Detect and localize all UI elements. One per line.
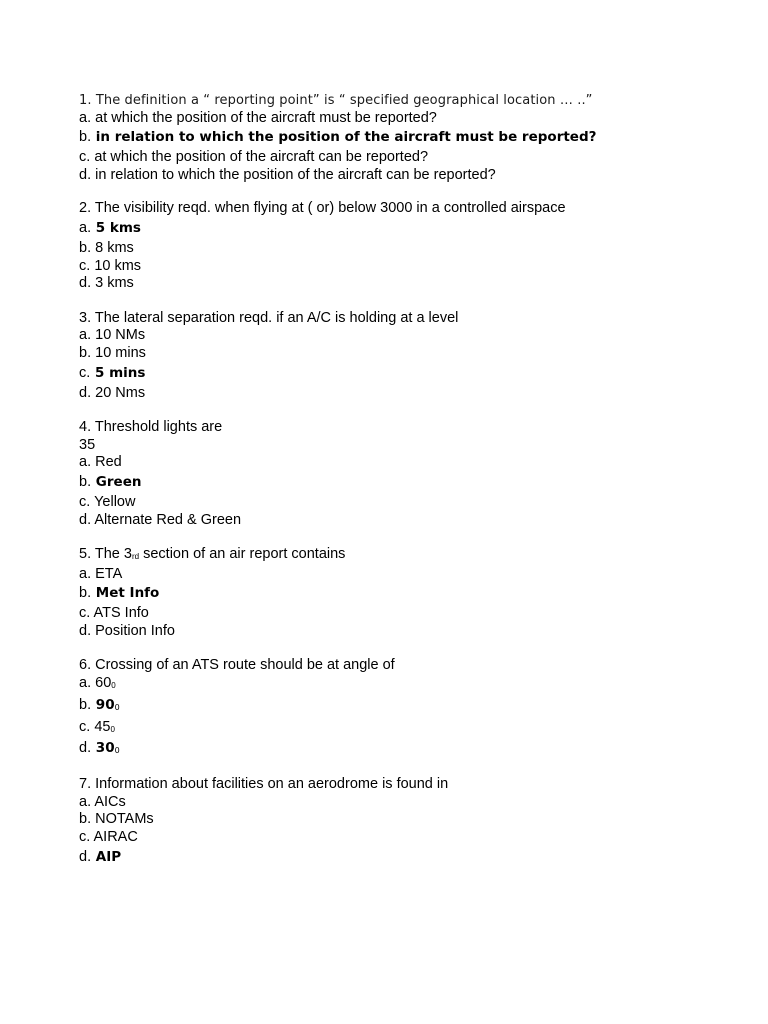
question-2 [79,200,739,292]
question-stem: 2. The visibility reqd. when flying at ( or) below 3000 in a controlled airspace [79,200,566,217]
option-prefix: d. [79,622,92,639]
option-a [79,454,739,472]
option-prefix: b. [79,473,92,490]
stem-text-after: section of an air report contains [139,546,346,563]
option-prefix: d. [79,740,92,757]
option-prefix: c. [79,257,91,274]
option-prefix: a. [79,219,92,236]
option-text: at which the position of the aircraft must be reported? [95,109,437,126]
option-text: 10 NMs [95,327,146,344]
option-c [79,829,739,847]
degree-subscript: 0 [114,702,120,712]
degree-subscript: 0 [110,724,115,734]
option-c [79,605,739,623]
option-text: 45 [94,718,111,735]
option-text: AIRAC [93,829,138,846]
option-a [79,675,739,695]
option-prefix: a. [79,454,92,471]
option-b [79,345,739,363]
option-text: Green [95,473,142,490]
option-text: AICs [94,793,126,810]
option-text: 8 kms [95,239,134,256]
option-prefix: d. [79,384,92,401]
option-prefix: d. [79,511,92,528]
option-prefix: d. [79,275,92,292]
option-prefix: a. [79,327,92,344]
question-4 [79,419,739,529]
option-d [79,623,739,641]
option-prefix: b. [79,585,92,602]
option-d [79,167,739,185]
question-6 [79,657,739,759]
question-stem: 6. Crossing of an ATS route should be at angle of [79,657,395,674]
option-b [79,240,739,258]
option-d [79,512,739,530]
option-text: Alternate Red & Green [94,511,242,528]
option-text: 90 [95,696,115,713]
option-b-correct [79,697,739,716]
question-stem: 3. The lateral separation reqd. if an A/C is holding at a level [79,309,459,326]
question-stem: 7. Information about facilities on an aerodrome is found in [79,776,449,793]
option-a [79,794,739,812]
option-prefix: c. [79,149,91,166]
option-d-correct [79,740,739,759]
option-text: Met Info [95,585,160,602]
option-c [79,149,739,167]
option-prefix: a. [79,793,92,810]
question-7 [79,776,739,865]
option-text: NOTAMs [95,811,154,828]
option-b-correct [79,129,739,146]
page-number: 35 [79,436,96,453]
stem-text: 5. The 3 [79,546,132,563]
option-d [79,385,739,403]
option-a-correct [79,220,739,237]
option-b-correct [79,474,739,491]
option-text: ETA [95,565,123,582]
option-text: Position Info [95,622,175,639]
option-prefix: d. [79,166,92,183]
degree-subscript: 0 [114,746,120,756]
option-c [79,494,739,512]
option-text: Yellow [94,493,136,510]
option-text: AIP [95,848,122,865]
question-document [79,92,739,883]
question-stem: 1. The definition a “ reporting point” is “ specified geographical location … ..” [79,93,593,108]
ordinal-suffix: rd [131,552,140,562]
question-stem [79,546,739,566]
option-prefix: b. [79,239,92,256]
option-prefix: c. [79,718,91,735]
option-text: Red [95,454,122,471]
option-text: 5 mins [94,364,146,381]
option-text: in relation to which the position of the aircraft can be reported? [95,166,496,183]
option-text: 20 Nms [95,384,146,401]
option-a [79,110,739,128]
question-3 [79,310,739,402]
option-c [79,719,739,739]
option-text: 10 mins [95,344,146,361]
option-prefix: a. [79,109,92,126]
degree-subscript: 0 [111,681,116,691]
option-prefix: d. [79,848,92,865]
option-text: 60 [95,675,112,692]
option-text: 10 kms [94,257,142,274]
option-prefix: a. [79,565,92,582]
option-d [79,275,739,293]
question-5 [79,546,739,640]
option-prefix: a. [79,675,92,692]
question-stem: 4. Threshold lights are [79,419,223,436]
option-prefix: c. [79,493,91,510]
option-a [79,327,739,345]
option-text: in relation to which the position of the aircraft must be reported? [95,129,597,146]
option-prefix: c. [79,605,91,622]
option-text: at which the position of the aircraft can be reported? [94,149,429,166]
option-c [79,258,739,276]
option-a [79,566,739,584]
option-text: 3 kms [95,275,134,292]
option-d-correct [79,849,739,866]
option-b-correct [79,585,739,602]
option-text: ATS Info [93,605,149,622]
option-c-correct [79,365,739,382]
option-prefix: b. [79,811,92,828]
option-text: 5 kms [95,219,141,236]
option-prefix: b. [79,344,92,361]
option-text: 30 [95,740,115,757]
question-1 [79,92,739,184]
option-prefix: c. [79,364,91,381]
option-prefix: b. [79,129,92,146]
option-prefix: b. [79,696,92,713]
option-b [79,811,739,829]
option-prefix: c. [79,829,91,846]
